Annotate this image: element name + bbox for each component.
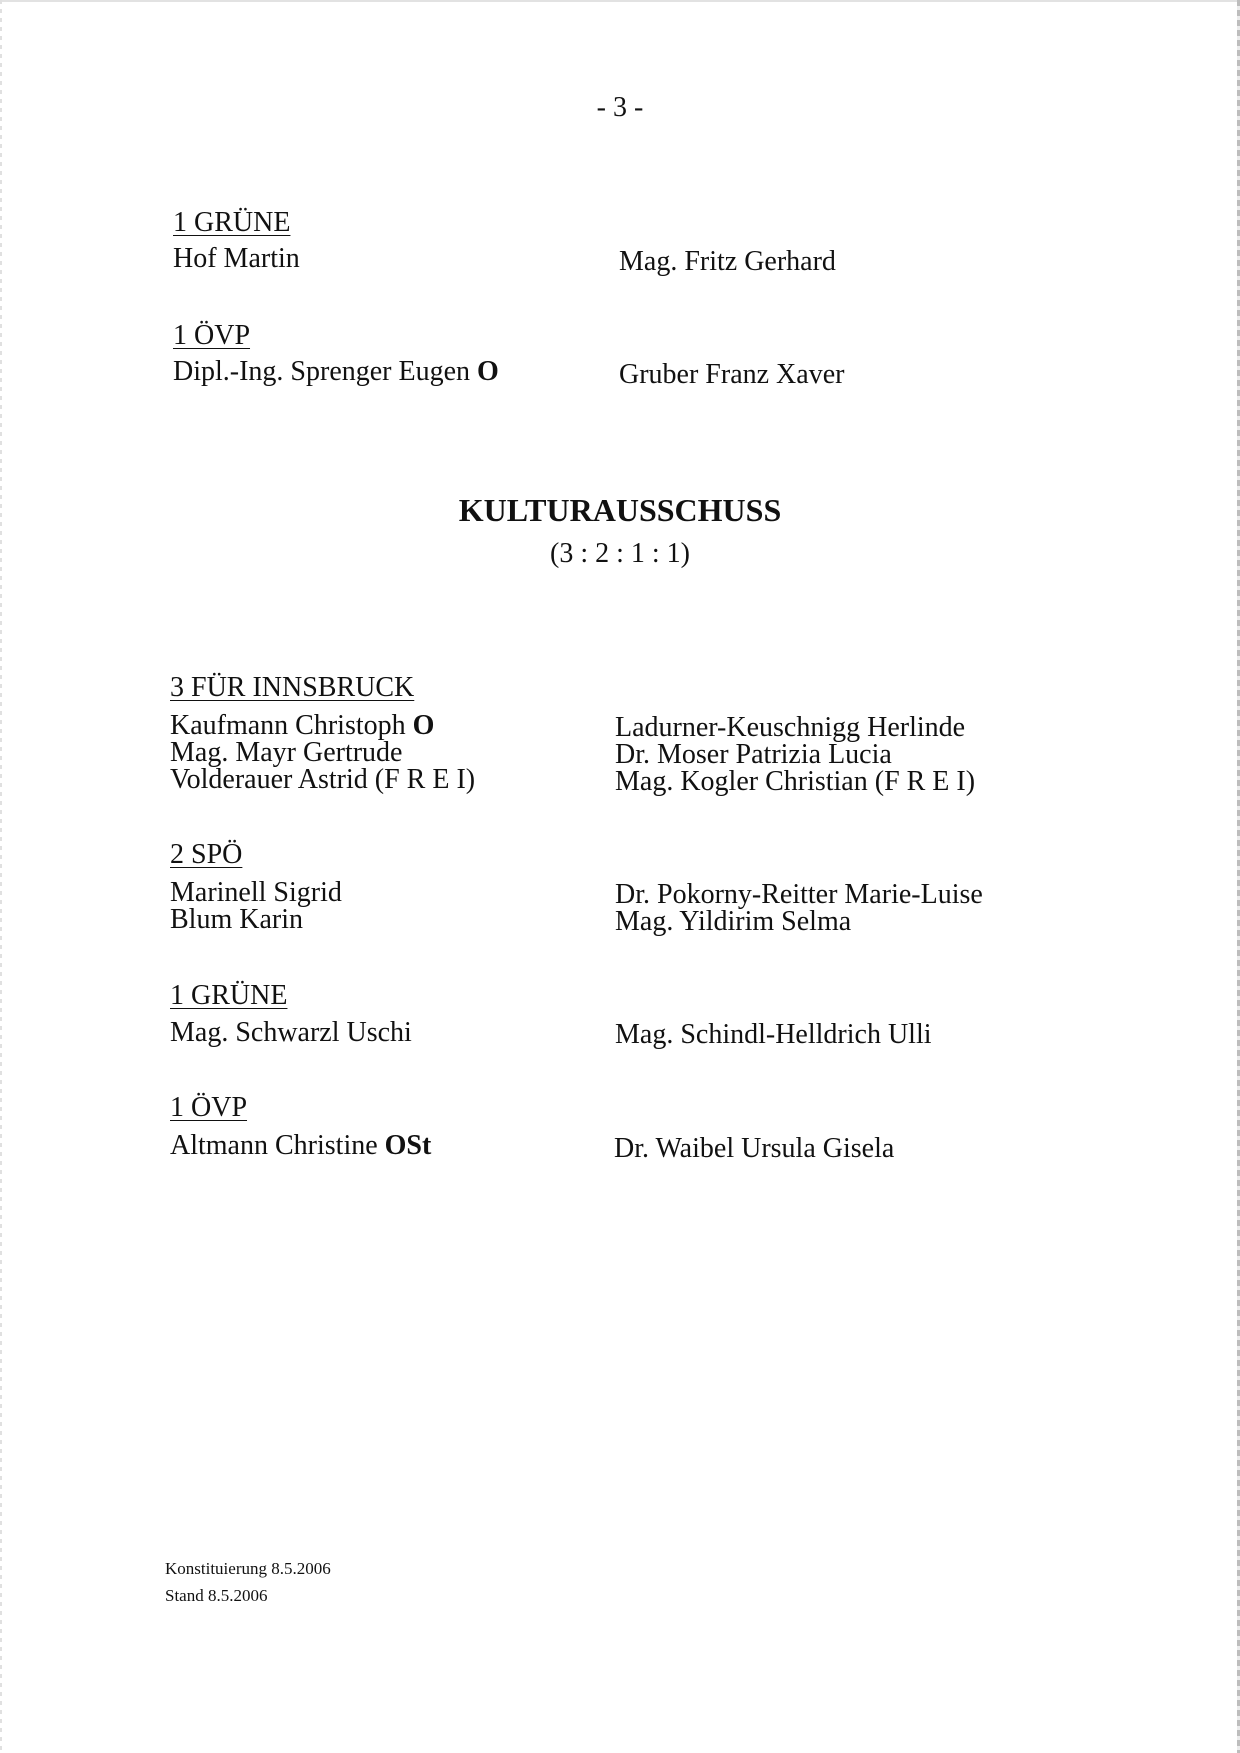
substitute-column bbox=[615, 881, 983, 935]
substitute-name: Mag. Fritz Gerhard bbox=[619, 246, 836, 277]
party-heading: 1 ÖVP bbox=[170, 1092, 248, 1123]
party-heading: 1 ÖVP bbox=[173, 320, 251, 351]
substitute-column bbox=[619, 361, 844, 389]
page-number: - 3 - bbox=[596, 92, 644, 123]
member-column bbox=[170, 1132, 431, 1160]
member-name: Mag. Mayr Gertrude bbox=[170, 737, 403, 768]
substitute-name: Dr. Waibel Ursula Gisela bbox=[614, 1133, 895, 1164]
substitute-column bbox=[614, 1135, 894, 1163]
substitute-name: Ladurner-Keuschnigg Herlinde bbox=[615, 712, 966, 743]
member-mark: O bbox=[412, 710, 435, 741]
member-name: Hof Martin bbox=[173, 243, 300, 274]
member-name: Dipl.-Ing. Sprenger Eugen bbox=[173, 356, 478, 387]
party-heading: 2 SPÖ bbox=[170, 839, 243, 870]
footer-constitution-date: Konstituierung 8.5.2006 bbox=[165, 1559, 331, 1578]
member-name: Marinell Sigrid bbox=[170, 877, 342, 908]
member-name: Mag. Schwarzl Uschi bbox=[170, 1017, 412, 1048]
page-edge-top bbox=[0, 0, 1240, 2]
member-mark: O bbox=[477, 356, 499, 387]
member-name: Blum Karin bbox=[170, 904, 303, 935]
member-column bbox=[173, 358, 499, 386]
member-name: Altmann Christine bbox=[170, 1130, 385, 1161]
member-column bbox=[170, 1019, 412, 1047]
party-heading: 1 GRÜNE bbox=[173, 207, 291, 238]
substitute-column bbox=[615, 1021, 932, 1049]
substitute-name: Dr. Pokorny-Reitter Marie-Luise bbox=[615, 879, 983, 910]
member-column bbox=[170, 879, 342, 933]
committee-ratio: (3 : 2 : 1 : 1) bbox=[550, 538, 690, 569]
substitute-name: Mag. Schindl-Helldrich Ulli bbox=[615, 1019, 932, 1050]
substitute-name: Dr. Moser Patrizia Lucia bbox=[615, 739, 892, 770]
committee-title: KULTURAUSSCHUSS bbox=[458, 492, 782, 528]
substitute-name: Gruber Franz Xaver bbox=[619, 359, 845, 390]
member-line bbox=[173, 358, 499, 386]
party-heading: 1 GRÜNE bbox=[170, 980, 288, 1011]
member-line bbox=[170, 1132, 431, 1160]
substitute-column bbox=[619, 248, 836, 276]
substitute-column bbox=[615, 714, 975, 795]
member-name: Kaufmann Christoph bbox=[170, 710, 413, 741]
member-column bbox=[173, 245, 300, 273]
member-name: Volderauer Astrid (F R E I) bbox=[170, 764, 476, 795]
member-column bbox=[170, 712, 475, 793]
party-heading: 3 FÜR INNSBRUCK bbox=[170, 672, 415, 703]
substitute-name: Mag. Yildirim Selma bbox=[615, 906, 852, 937]
member-mark: OSt bbox=[384, 1130, 432, 1161]
substitute-name: Mag. Kogler Christian (F R E I) bbox=[615, 766, 976, 797]
footer bbox=[165, 1555, 331, 1609]
member-line bbox=[170, 712, 475, 739]
footer-status-date: Stand 8.5.2006 bbox=[165, 1586, 268, 1605]
page-edge-left bbox=[0, 0, 2, 1753]
